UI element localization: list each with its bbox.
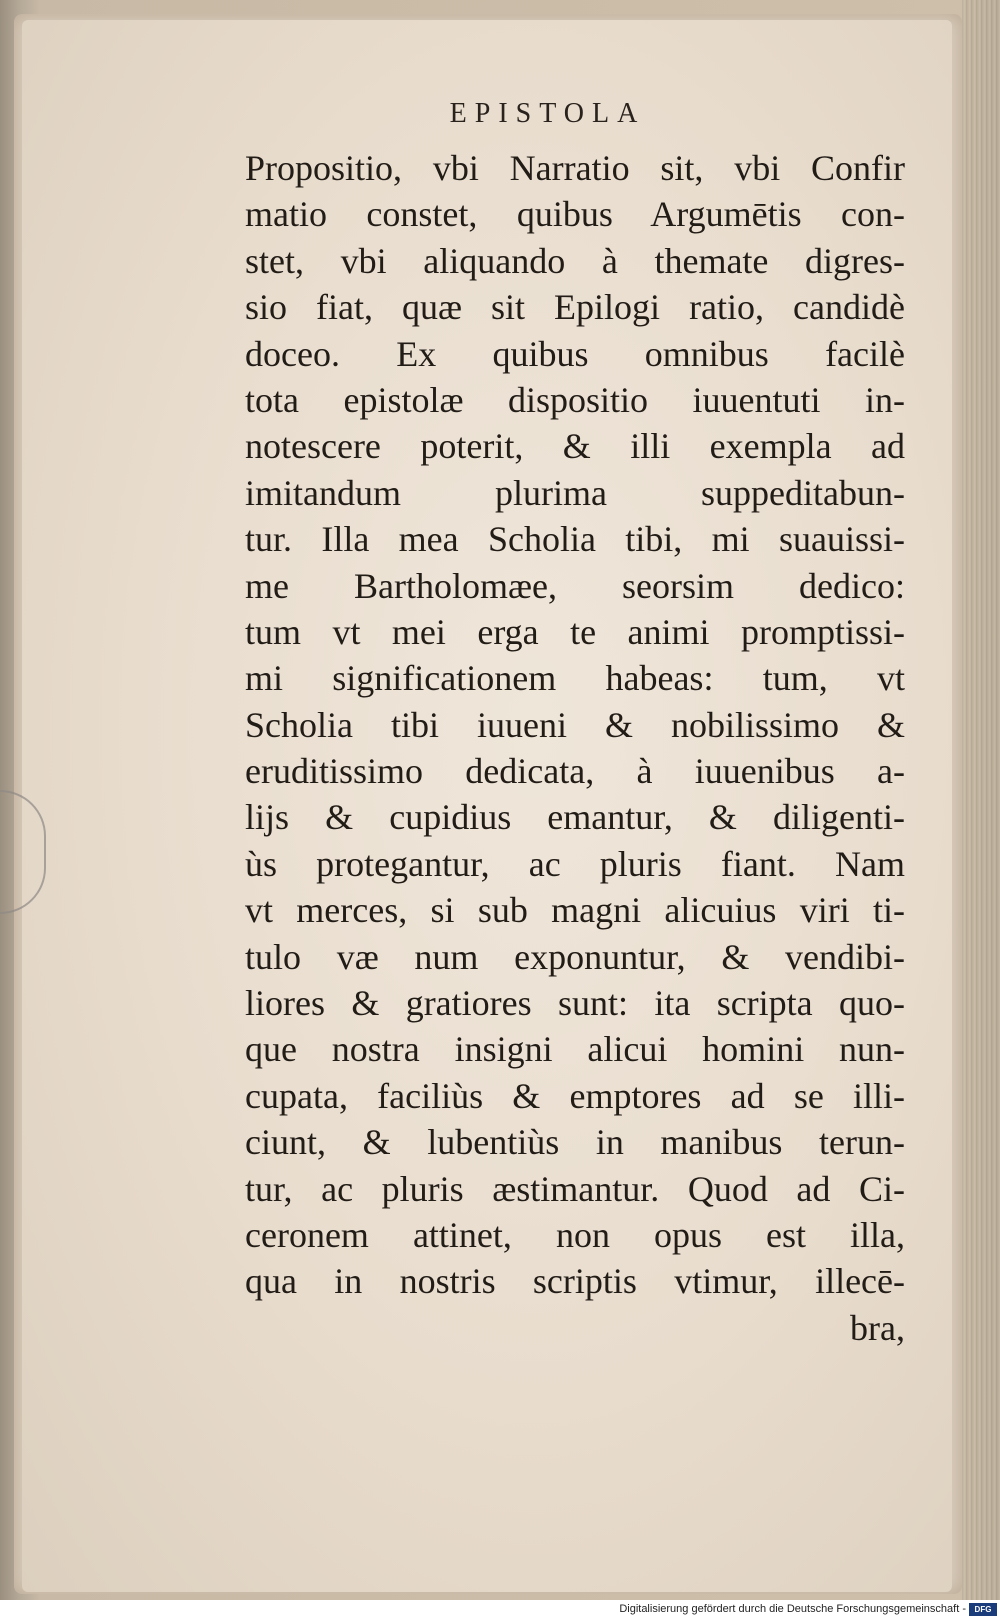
running-head (0, 98, 1000, 130)
running-head-text: EPISTOLA (449, 98, 646, 129)
footer-credit: Digitalisierung gefördert durch die Deutsche Forschungsgemeinschaft - (619, 1603, 966, 1615)
body-text (245, 145, 905, 1351)
text-line: sio fiat, quæ sit Epilogi ratio, candidè (245, 287, 905, 328)
text-line: matio constet, quibus Argumētis con- (245, 194, 905, 235)
text-line: liores & gratiores sunt: ita scripta quo- (245, 983, 905, 1024)
text-line: tulo væ num exponuntur, & vendibi- (245, 936, 905, 977)
text-line: que nostra insigni alicui homini nun- (245, 1029, 905, 1070)
text-line: doceo. Ex quibus omnibus facilè (245, 333, 905, 374)
text-line: eruditissimo dedicata, à iuuenibus a- (245, 751, 905, 792)
text-line: Scholia tibi iuueni & nobilissimo & (245, 704, 905, 745)
text-line: ùs protegantur, ac pluris fiant. Nam (245, 843, 905, 884)
text-line: qua in nostris scriptis vtimur, illecē- (245, 1261, 905, 1302)
text-line: me Bartholomæe, seorsim dedico: (245, 565, 905, 606)
catchword: bra, (850, 1307, 905, 1348)
text-line: lijs & cupidius emantur, & diligenti- (245, 797, 905, 838)
dfg-logo-icon: DFG (969, 1603, 997, 1616)
text-line: tur. Illa mea Scholia tibi, mi suauissi- (245, 519, 905, 560)
text-line: notescere poterit, & illi exempla ad (245, 426, 905, 467)
text-line: imitandum plurima suppeditabun- (245, 472, 905, 513)
text-line: stet, vbi aliquando à themate digres- (245, 240, 905, 281)
text-line: ciunt, & lubentiùs in manibus terun- (245, 1122, 905, 1163)
text-line: ceronem attinet, non opus est illa, (245, 1214, 905, 1255)
text-line: tota epistolæ dispositio iuuentuti in- (245, 379, 905, 420)
text-line: Propositio, vbi Narratio sit, vbi Confir (245, 148, 905, 188)
text-line: tur, ac pluris æstimantur. Quod ad Ci- (245, 1168, 905, 1209)
text-line: vt merces, si sub magni alicuius viri ti- (245, 890, 905, 931)
page-stack-edge (962, 0, 1000, 1600)
text-line: tum vt mei erga te animi promptissi- (245, 611, 905, 652)
digitization-footer (0, 1600, 1000, 1619)
text-line: cupata, faciliùs & emptores ad se illi- (245, 1075, 905, 1116)
text-line: mi significationem habeas: tum, vt (245, 658, 905, 699)
